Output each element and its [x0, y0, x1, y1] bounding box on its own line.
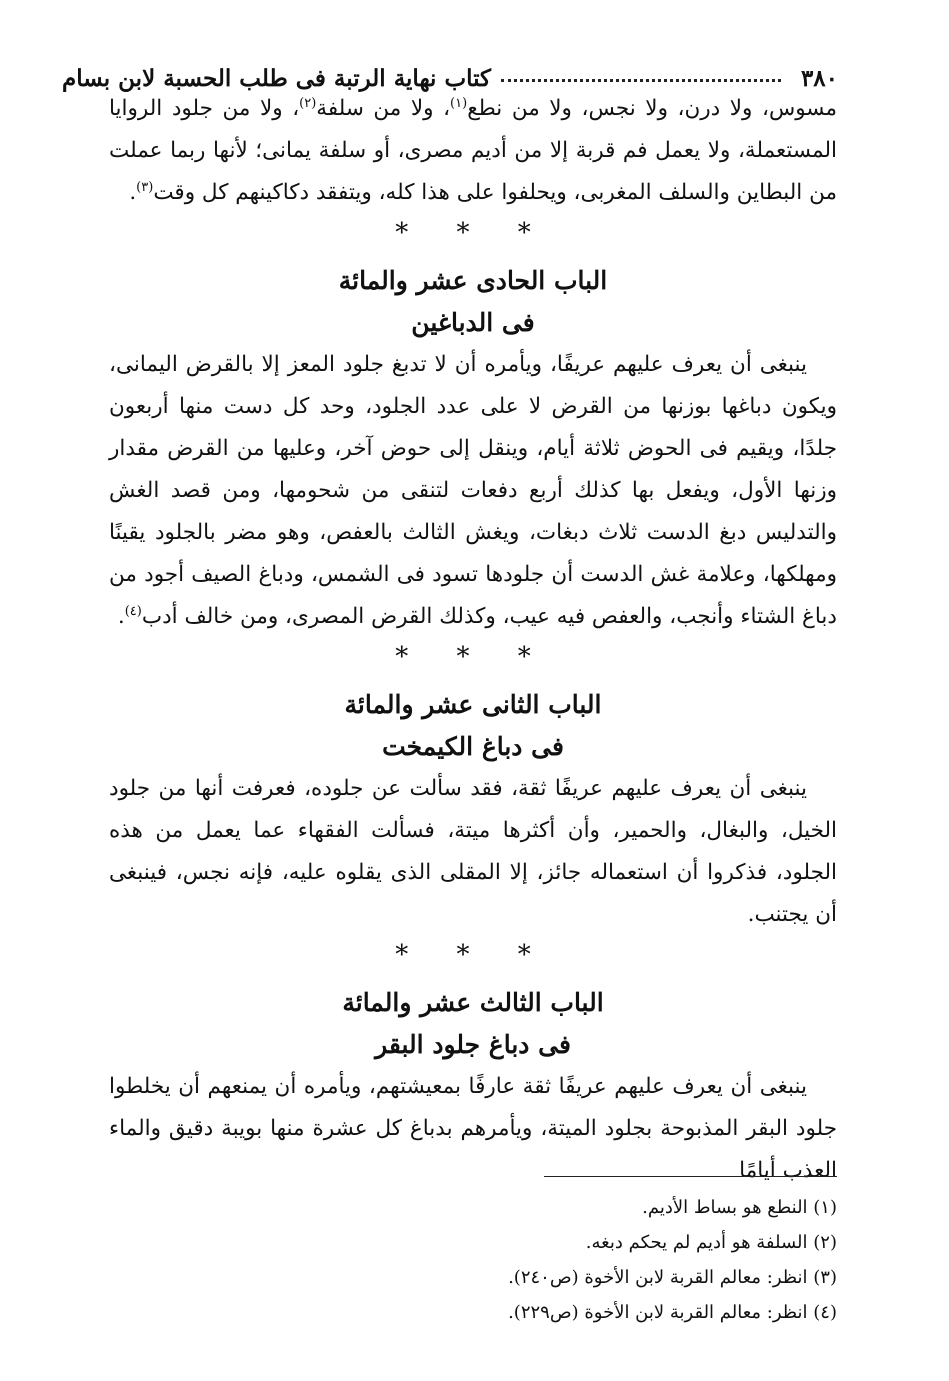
section-paragraph: ينبغى أن يعرف عليهم عريفًا ثقة، فقد سألت عن جلوده، فعرفت أنها من جلود الخيل، والبغال، والحمير، وأن أكثرها ميتة، فسألت الفقهاء عما يعمل من هذه الجلود، فذكروا أن استعماله جائز، إلا المقلى الذى يقلوه عليه، فإنه نجس، فينبغى أن يجتنب.: [109, 776, 837, 927]
footnote-ref-1: (١): [450, 95, 468, 111]
section1-end: .: [117, 604, 125, 629]
intro-text-3: ، ولا من جلود الروايا المستعملة، ولا يعمل فم قربة إلا من أديم مصرى، أو سلفة يمانى؛ لأنها ربما عملت من البطاين والسلف المغربى، ويحلفوا على هذا كله، ويتفقد دكاكينهم كل وقت: [109, 96, 837, 205]
section-paragraph: [109, 344, 837, 638]
footnote: (٣) انظر: معالم القربة لابن الأخوة (ص٢٤٠).: [508, 1267, 837, 1288]
running-header: [62, 52, 838, 92]
section-separator: * * *: [395, 218, 551, 248]
intro-text-1: مسوس، ولا درن، ولا نجس، ولا من نطع: [467, 96, 838, 121]
section1-text: ينبغى أن يعرف عليهم عريفًا، ويأمره أن لا تدبغ جلود المعز إلا بالقرض اليمانى، ويكون دباغها بوزنها من القرض لا على عدد الجلود، وحد كل دست منها أربعون جلدًا، ويقيم فى الحوض ثلاثة أيام، وينقل إلى حوض آخر، وعليها من القرض مقدار وزنها الأول، ويفعل بها كذلك أربع دفعات لتنقى من شحومها، ومن قصد الغش والتدليس دبغ الدست ثلاث دبغات، ويغش الثالث بالعفص، وهو مضر بالجلود يقينًا ومهلكها، وعلامة غش الدست أن جلودها تسود فى الشمس، ودباغ الصيف أجود من دباغ الشتاء وأنجب، والعفص فيه عيب، وكذلك القرض المصرى، ومن خالف أدب: [109, 352, 837, 629]
footnote: (٢) السلفة هو أديم لم يحكم دبغه.: [585, 1232, 837, 1253]
intro-end: .: [129, 180, 137, 205]
footnote-ref-4: (٤): [124, 603, 142, 619]
footnote: (١) النطع هو بساط الأديم.: [642, 1197, 837, 1218]
intro-paragraph: [109, 88, 837, 214]
intro-text-2: ، ولا من سلفة: [316, 96, 451, 121]
page-number: ٣٨٠: [800, 65, 838, 92]
section-subheading: فى دباغ جلود البقر: [375, 1030, 571, 1059]
leader-dots: [501, 79, 781, 82]
section-separator: * * *: [395, 642, 551, 672]
footnote-ref-3: (٣): [136, 179, 154, 195]
section-heading: الباب الثانى عشر والمائة: [344, 690, 602, 719]
footnote: (٤) انظر: معالم القربة لابن الأخوة (ص٢٢٩).: [508, 1302, 837, 1323]
section-subheading: فى الدباغين: [411, 308, 535, 337]
footnote-divider: [544, 1176, 837, 1177]
section-separator: * * *: [395, 940, 551, 970]
main-text: [109, 88, 837, 1192]
book-title: كتاب نهاية الرتبة فى طلب الحسبة لابن بسام: [62, 65, 492, 92]
footnote-ref-2: (٢): [299, 95, 317, 111]
section-heading: الباب الثالث عشر والمائة: [342, 988, 604, 1017]
section-subheading: فى دباغ الكيمخت: [382, 732, 564, 761]
section-heading: الباب الحادى عشر والمائة: [338, 266, 608, 295]
section-paragraph: ينبغى أن يعرف عليهم عريفًا ثقة عارفًا بمعيشتهم، ويأمره أن يمنعهم أن يخلطوا جلود البقر المذبوحة بجلود الميتة، ويأمرهم بدباغ كل عشرة منها بويبة دقيق والماء العذب أيامًا: [109, 1074, 837, 1183]
footnotes: [109, 1190, 837, 1330]
